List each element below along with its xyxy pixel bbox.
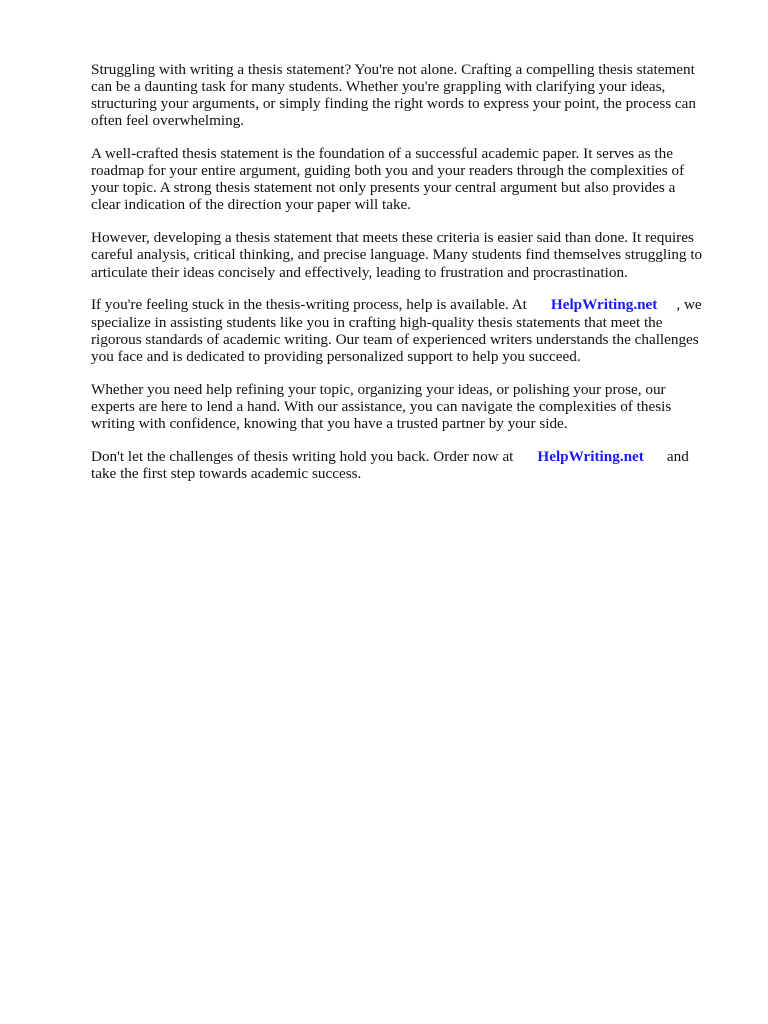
text-line: rigorous standards of academic writing. Our team of experienced writers understands the challenges [91, 330, 699, 348]
helpwriting-link[interactable]: HelpWriting.net [550, 296, 658, 314]
text-segment: and [666, 447, 689, 465]
text-line [91, 448, 719, 465]
text-line: you face and is dedicated to providing personalized support to help you succeed. [91, 347, 581, 365]
text-line: can be a daunting task for many students. Whether you're grappling with clarifying your ideas, [91, 78, 666, 96]
text-line: A well-crafted thesis statement is the foundation of a successful academic paper. It serves as the [91, 145, 673, 163]
document-page [91, 61, 719, 498]
text-line: careful analysis, critical thinking, and precise language. Many students find themselves struggling to [91, 246, 703, 264]
text-line: writing with confidence, knowing that you have a trusted partner by your side. [91, 414, 568, 432]
text-segment: Don't let the challenges of thesis writing hold you back. Order now at [91, 447, 514, 465]
text-line: experts are here to lend a hand. With our assistance, you can navigate the complexities of thesis [91, 397, 672, 415]
paragraph-intro [91, 61, 719, 129]
text-line: roadmap for your entire argument, guiding both you and your readers through the complexities of [91, 162, 685, 180]
text-line: your topic. A strong thesis statement not only presents your central argument but also provides a [91, 179, 676, 197]
text-line: Struggling with writing a thesis statement? You're not alone. Crafting a compelling thesis statement [91, 61, 695, 78]
text-line: clear indication of the direction your paper will take. [91, 196, 412, 214]
text-line [91, 296, 719, 313]
paragraph-foundation [91, 145, 719, 213]
text-line: often feel overwhelming. [91, 112, 245, 130]
text-line: structuring your arguments, or simply finding the right words to express your point, the process can [91, 95, 697, 113]
paragraph-call-to-action [91, 448, 719, 482]
paragraph-help [91, 296, 719, 364]
text-line: articulate their ideas concisely and effectively, leading to frustration and procrastination. [91, 263, 628, 281]
paragraph-difficulty [91, 229, 719, 280]
text-line: take the first step towards academic success. [91, 464, 362, 482]
paragraph-experts [91, 381, 719, 432]
text-line: specialize in assisting students like you in crafting high-quality thesis statements that meet the [91, 313, 663, 331]
text-line: However, developing a thesis statement that meets these criteria is easier said than done. It requires [91, 229, 694, 247]
helpwriting-link[interactable]: HelpWriting.net [537, 447, 644, 465]
text-segment: If you're feeling stuck in the thesis-writing process, help is available. At [91, 296, 527, 314]
text-line: Whether you need help refining your topic, organizing your ideas, or polishing your prose, our [91, 380, 666, 398]
text-segment: , we [676, 296, 702, 314]
